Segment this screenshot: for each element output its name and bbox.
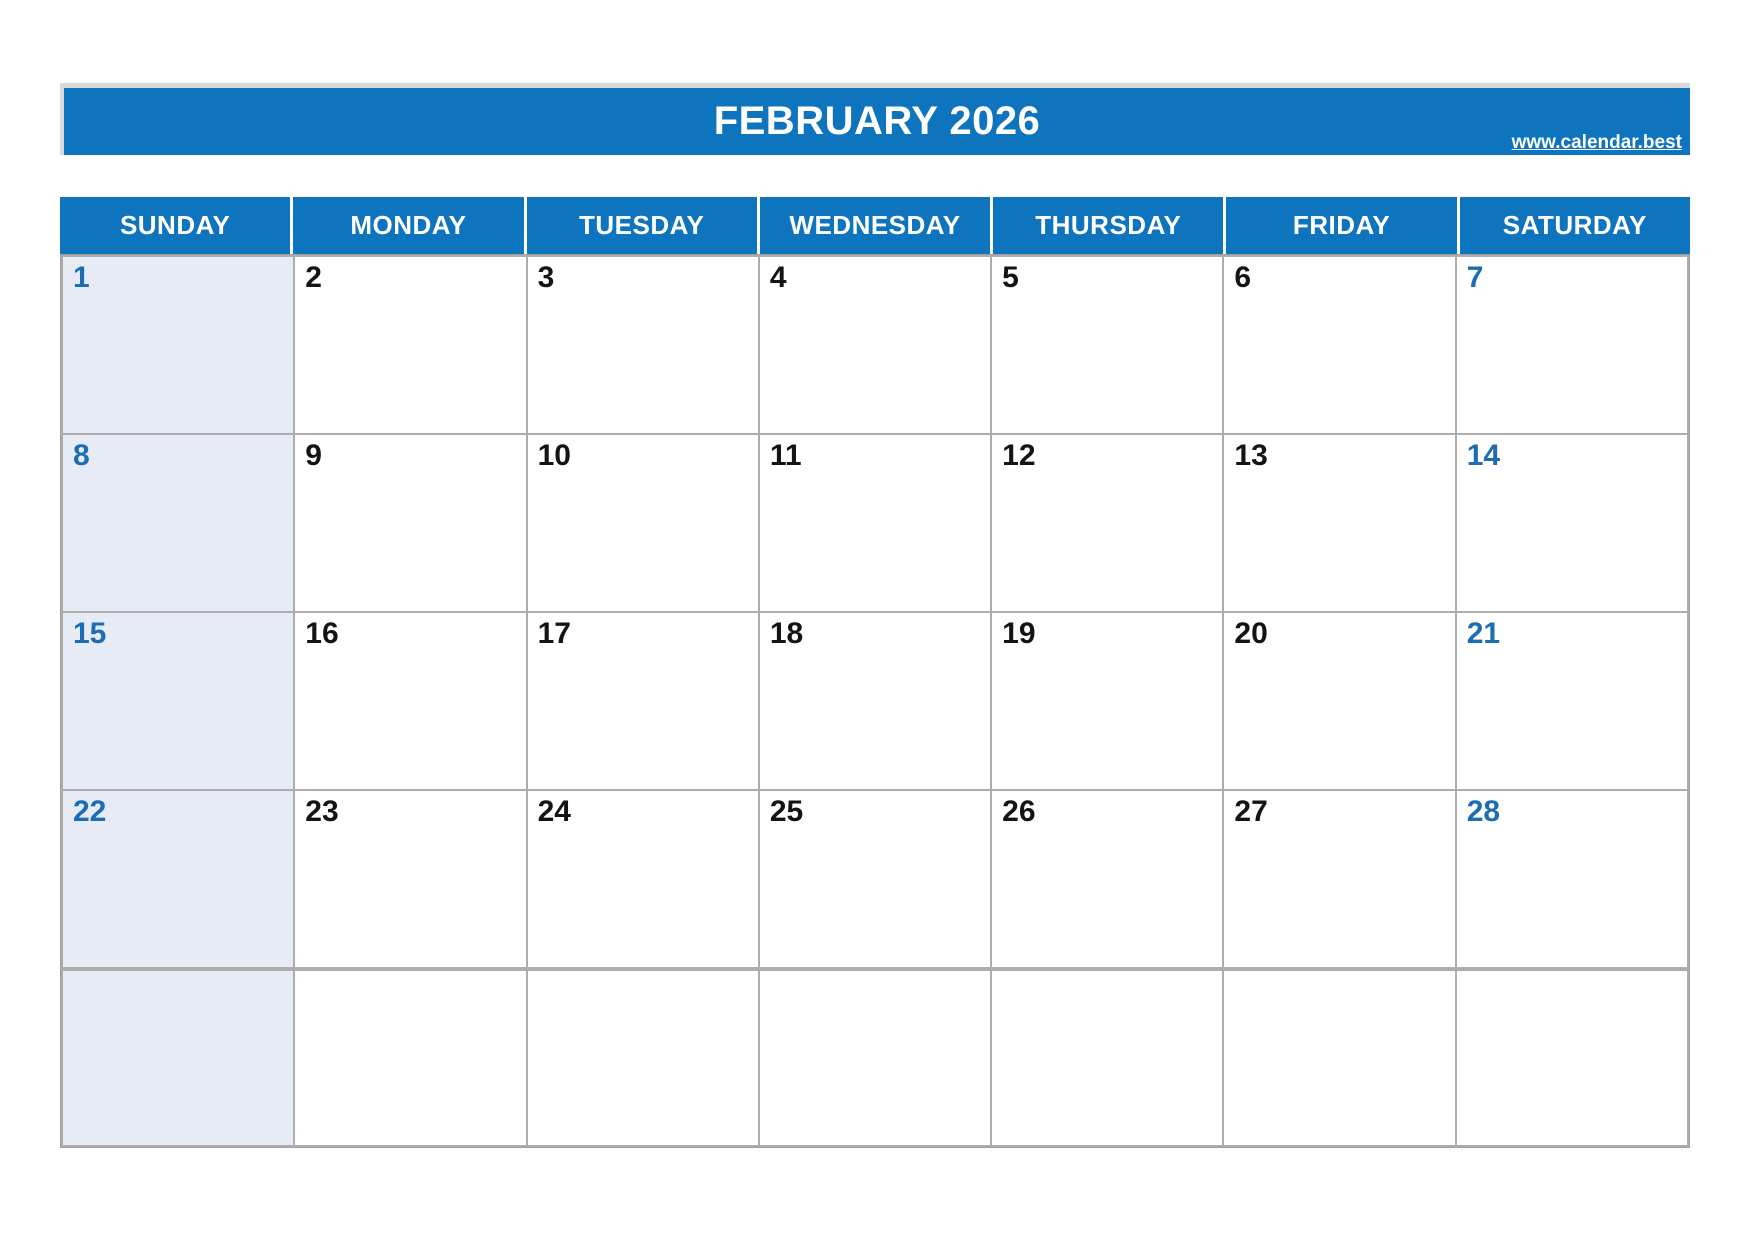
- day-cell-18: [760, 613, 990, 789]
- day-number: 4: [769, 261, 787, 294]
- day-cell-12: [992, 435, 1222, 611]
- day-cell-7: [1457, 257, 1687, 433]
- day-number: 25: [769, 795, 804, 828]
- day-cell-1: [63, 257, 293, 433]
- day-number: 6: [1234, 261, 1252, 294]
- day-cell-26: [992, 791, 1222, 967]
- weekday-header-row: [60, 197, 1690, 254]
- day-number: 10: [537, 439, 571, 472]
- day-cell-16: [295, 613, 525, 789]
- day-cell-20: [1224, 613, 1454, 789]
- day-number: 15: [73, 617, 107, 650]
- day-cell-5: [992, 257, 1222, 433]
- day-cell-empty: [760, 969, 990, 1145]
- weekday-header-tuesday: TUESDAY: [527, 197, 757, 254]
- day-cell-empty: [63, 969, 293, 1145]
- day-cell-14: [1457, 435, 1687, 611]
- day-cell-empty: [992, 969, 1222, 1145]
- day-cell-2: [295, 257, 525, 433]
- day-number: 27: [1234, 795, 1268, 828]
- weekday-header-wednesday: WEDNESDAY: [760, 197, 990, 254]
- day-cell-22: [63, 791, 293, 967]
- day-cell-9: [295, 435, 525, 611]
- day-cell-10: [528, 435, 758, 611]
- day-cell-11: [760, 435, 990, 611]
- day-cell-17: [528, 613, 758, 789]
- day-number: 13: [1234, 439, 1268, 472]
- day-number: 20: [1234, 617, 1268, 650]
- calendar-grid: [60, 254, 1690, 1148]
- day-cell-empty: [295, 969, 525, 1145]
- day-number: 17: [537, 617, 571, 650]
- day-cell-21: [1457, 613, 1687, 789]
- day-cell-4: [760, 257, 990, 433]
- day-number: 16: [305, 617, 339, 650]
- day-number: 28: [1466, 795, 1501, 828]
- page-title: FEBRUARY 2026: [713, 99, 1041, 143]
- day-cell-empty: [528, 969, 758, 1145]
- day-number: 23: [305, 795, 339, 828]
- day-cell-empty: [1457, 969, 1687, 1145]
- day-number: 3: [537, 261, 555, 294]
- day-number: 19: [1002, 617, 1036, 650]
- month-title-banner: [60, 83, 1690, 155]
- day-number: 18: [769, 617, 804, 650]
- day-number: 7: [1466, 261, 1484, 294]
- weekday-header-friday: FRIDAY: [1226, 197, 1456, 254]
- day-number: 24: [537, 795, 571, 828]
- day-number: 12: [1002, 439, 1036, 472]
- day-number: 22: [73, 795, 107, 828]
- day-cell-27: [1224, 791, 1454, 967]
- day-cell-8: [63, 435, 293, 611]
- day-number: 21: [1466, 617, 1501, 650]
- day-cell-15: [63, 613, 293, 789]
- day-cell-19: [992, 613, 1222, 789]
- day-number: 9: [305, 439, 322, 472]
- day-number: 1: [73, 261, 90, 294]
- day-number: 26: [1002, 795, 1036, 828]
- day-cell-empty: [1224, 969, 1454, 1145]
- day-number: 5: [1002, 261, 1019, 294]
- day-number: 11: [769, 439, 802, 472]
- day-cell-23: [295, 791, 525, 967]
- day-cell-6: [1224, 257, 1454, 433]
- day-number: 8: [73, 439, 90, 472]
- day-cell-3: [528, 257, 758, 433]
- day-number: 2: [305, 261, 322, 294]
- day-cell-24: [528, 791, 758, 967]
- day-cell-25: [760, 791, 990, 967]
- day-cell-13: [1224, 435, 1454, 611]
- day-number: 14: [1466, 439, 1501, 472]
- weekday-header-monday: MONDAY: [293, 197, 523, 254]
- weekday-header-thursday: THURSDAY: [993, 197, 1223, 254]
- weekday-header-sunday: SUNDAY: [60, 197, 290, 254]
- day-cell-28: [1457, 791, 1687, 967]
- weekday-header-saturday: SATURDAY: [1460, 197, 1690, 254]
- website-link[interactable]: www.calendar.best: [1511, 132, 1682, 153]
